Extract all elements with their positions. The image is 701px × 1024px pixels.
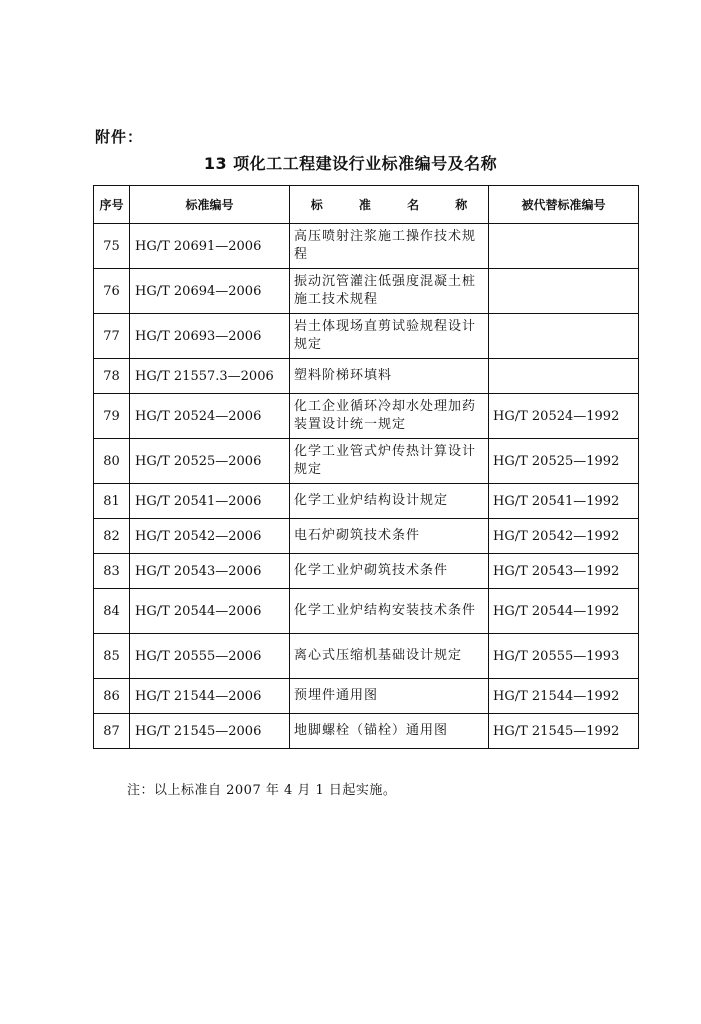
cell-serial-no: 82 bbox=[94, 519, 130, 554]
cell-standard-name: 高压喷射注浆施工操作技术规程 bbox=[290, 224, 489, 269]
table-row bbox=[94, 224, 639, 269]
cell-replaced-code: HG/T 20542—1992 bbox=[489, 519, 639, 554]
cell-serial-no: 79 bbox=[94, 394, 130, 439]
table-row bbox=[94, 439, 639, 484]
standards-table bbox=[93, 185, 639, 749]
cell-serial-no: 80 bbox=[94, 439, 130, 484]
cell-standard-code: HG/T 20693—2006 bbox=[130, 314, 290, 359]
cell-standard-code: HG/T 20694—2006 bbox=[130, 269, 290, 314]
table-header-row bbox=[94, 186, 639, 224]
cell-serial-no: 75 bbox=[94, 224, 130, 269]
cell-standard-code: HG/T 20544—2006 bbox=[130, 589, 290, 634]
cell-standard-name: 离心式压缩机基础设计规定 bbox=[290, 634, 489, 679]
header-serial-no: 序号 bbox=[94, 186, 130, 224]
attachment-label: 附件： bbox=[95, 128, 144, 146]
cell-standard-name: 电石炉砌筑技术条件 bbox=[290, 519, 489, 554]
cell-standard-name: 振动沉管灌注低强度混凝土桩施工技术规程 bbox=[290, 269, 489, 314]
table-row bbox=[94, 519, 639, 554]
footnote: 注：以上标准自 2007 年 4 月 1 日起实施。 bbox=[127, 783, 397, 798]
table-row bbox=[94, 589, 639, 634]
cell-standard-name: 化学工业管式炉传热计算设计规定 bbox=[290, 439, 489, 484]
cell-standard-code: HG/T 20541—2006 bbox=[130, 484, 290, 519]
cell-standard-code: HG/T 20543—2006 bbox=[130, 554, 290, 589]
cell-serial-no: 86 bbox=[94, 679, 130, 714]
cell-standard-name: 岩土体现场直剪试验规程设计规定 bbox=[290, 314, 489, 359]
cell-replaced-code: HG/T 20541—1992 bbox=[489, 484, 639, 519]
cell-serial-no: 76 bbox=[94, 269, 130, 314]
table-row bbox=[94, 634, 639, 679]
cell-serial-no: 77 bbox=[94, 314, 130, 359]
cell-standard-code: HG/T 20525—2006 bbox=[130, 439, 290, 484]
cell-replaced-code: HG/T 21544—1992 bbox=[489, 679, 639, 714]
cell-standard-code: HG/T 20555—2006 bbox=[130, 634, 290, 679]
cell-standard-name: 化工企业循环冷却水处理加药装置设计统一规定 bbox=[290, 394, 489, 439]
cell-serial-no: 87 bbox=[94, 714, 130, 749]
document-title: 13 项化工工程建设行业标准编号及名称 bbox=[203, 154, 498, 173]
cell-standard-code: HG/T 20524—2006 bbox=[130, 394, 290, 439]
cell-serial-no: 83 bbox=[94, 554, 130, 589]
cell-standard-name: 化学工业炉结构安装技术条件 bbox=[290, 589, 489, 634]
cell-standard-name: 化学工业炉砌筑技术条件 bbox=[290, 554, 489, 589]
table-row bbox=[94, 314, 639, 359]
cell-standard-code: HG/T 21544—2006 bbox=[130, 679, 290, 714]
cell-replaced-code: HG/T 21545—1992 bbox=[489, 714, 639, 749]
cell-standard-name: 预埋件通用图 bbox=[290, 679, 489, 714]
cell-serial-no: 81 bbox=[94, 484, 130, 519]
cell-standard-name: 化学工业炉结构设计规定 bbox=[290, 484, 489, 519]
cell-replaced-code: HG/T 20555—1993 bbox=[489, 634, 639, 679]
cell-serial-no: 85 bbox=[94, 634, 130, 679]
table-row bbox=[94, 484, 639, 519]
table-row bbox=[94, 359, 639, 394]
cell-replaced-code bbox=[489, 314, 639, 359]
table-body bbox=[94, 224, 639, 749]
cell-replaced-code: HG/T 20524—1992 bbox=[489, 394, 639, 439]
cell-replaced-code: HG/T 20525—1992 bbox=[489, 439, 639, 484]
cell-standard-name: 地脚螺栓（锚栓）通用图 bbox=[290, 714, 489, 749]
table-row bbox=[94, 554, 639, 589]
cell-standard-code: HG/T 20691—2006 bbox=[130, 224, 290, 269]
cell-replaced-code bbox=[489, 269, 639, 314]
table-row bbox=[94, 394, 639, 439]
cell-standard-code: HG/T 21545—2006 bbox=[130, 714, 290, 749]
cell-standard-code: HG/T 21557.3—2006 bbox=[130, 359, 290, 394]
table-row bbox=[94, 679, 639, 714]
table-row bbox=[94, 269, 639, 314]
cell-standard-code: HG/T 20542—2006 bbox=[130, 519, 290, 554]
cell-serial-no: 78 bbox=[94, 359, 130, 394]
cell-replaced-code bbox=[489, 224, 639, 269]
header-standard-code: 标准编号 bbox=[130, 186, 290, 224]
cell-serial-no: 84 bbox=[94, 589, 130, 634]
cell-standard-name: 塑料阶梯环填料 bbox=[290, 359, 489, 394]
cell-replaced-code bbox=[489, 359, 639, 394]
table-row bbox=[94, 714, 639, 749]
cell-replaced-code: HG/T 20544—1992 bbox=[489, 589, 639, 634]
header-standard-name: 标 准 名 称 bbox=[290, 186, 489, 224]
cell-replaced-code: HG/T 20543—1992 bbox=[489, 554, 639, 589]
header-replaced-code: 被代替标准编号 bbox=[489, 186, 639, 224]
